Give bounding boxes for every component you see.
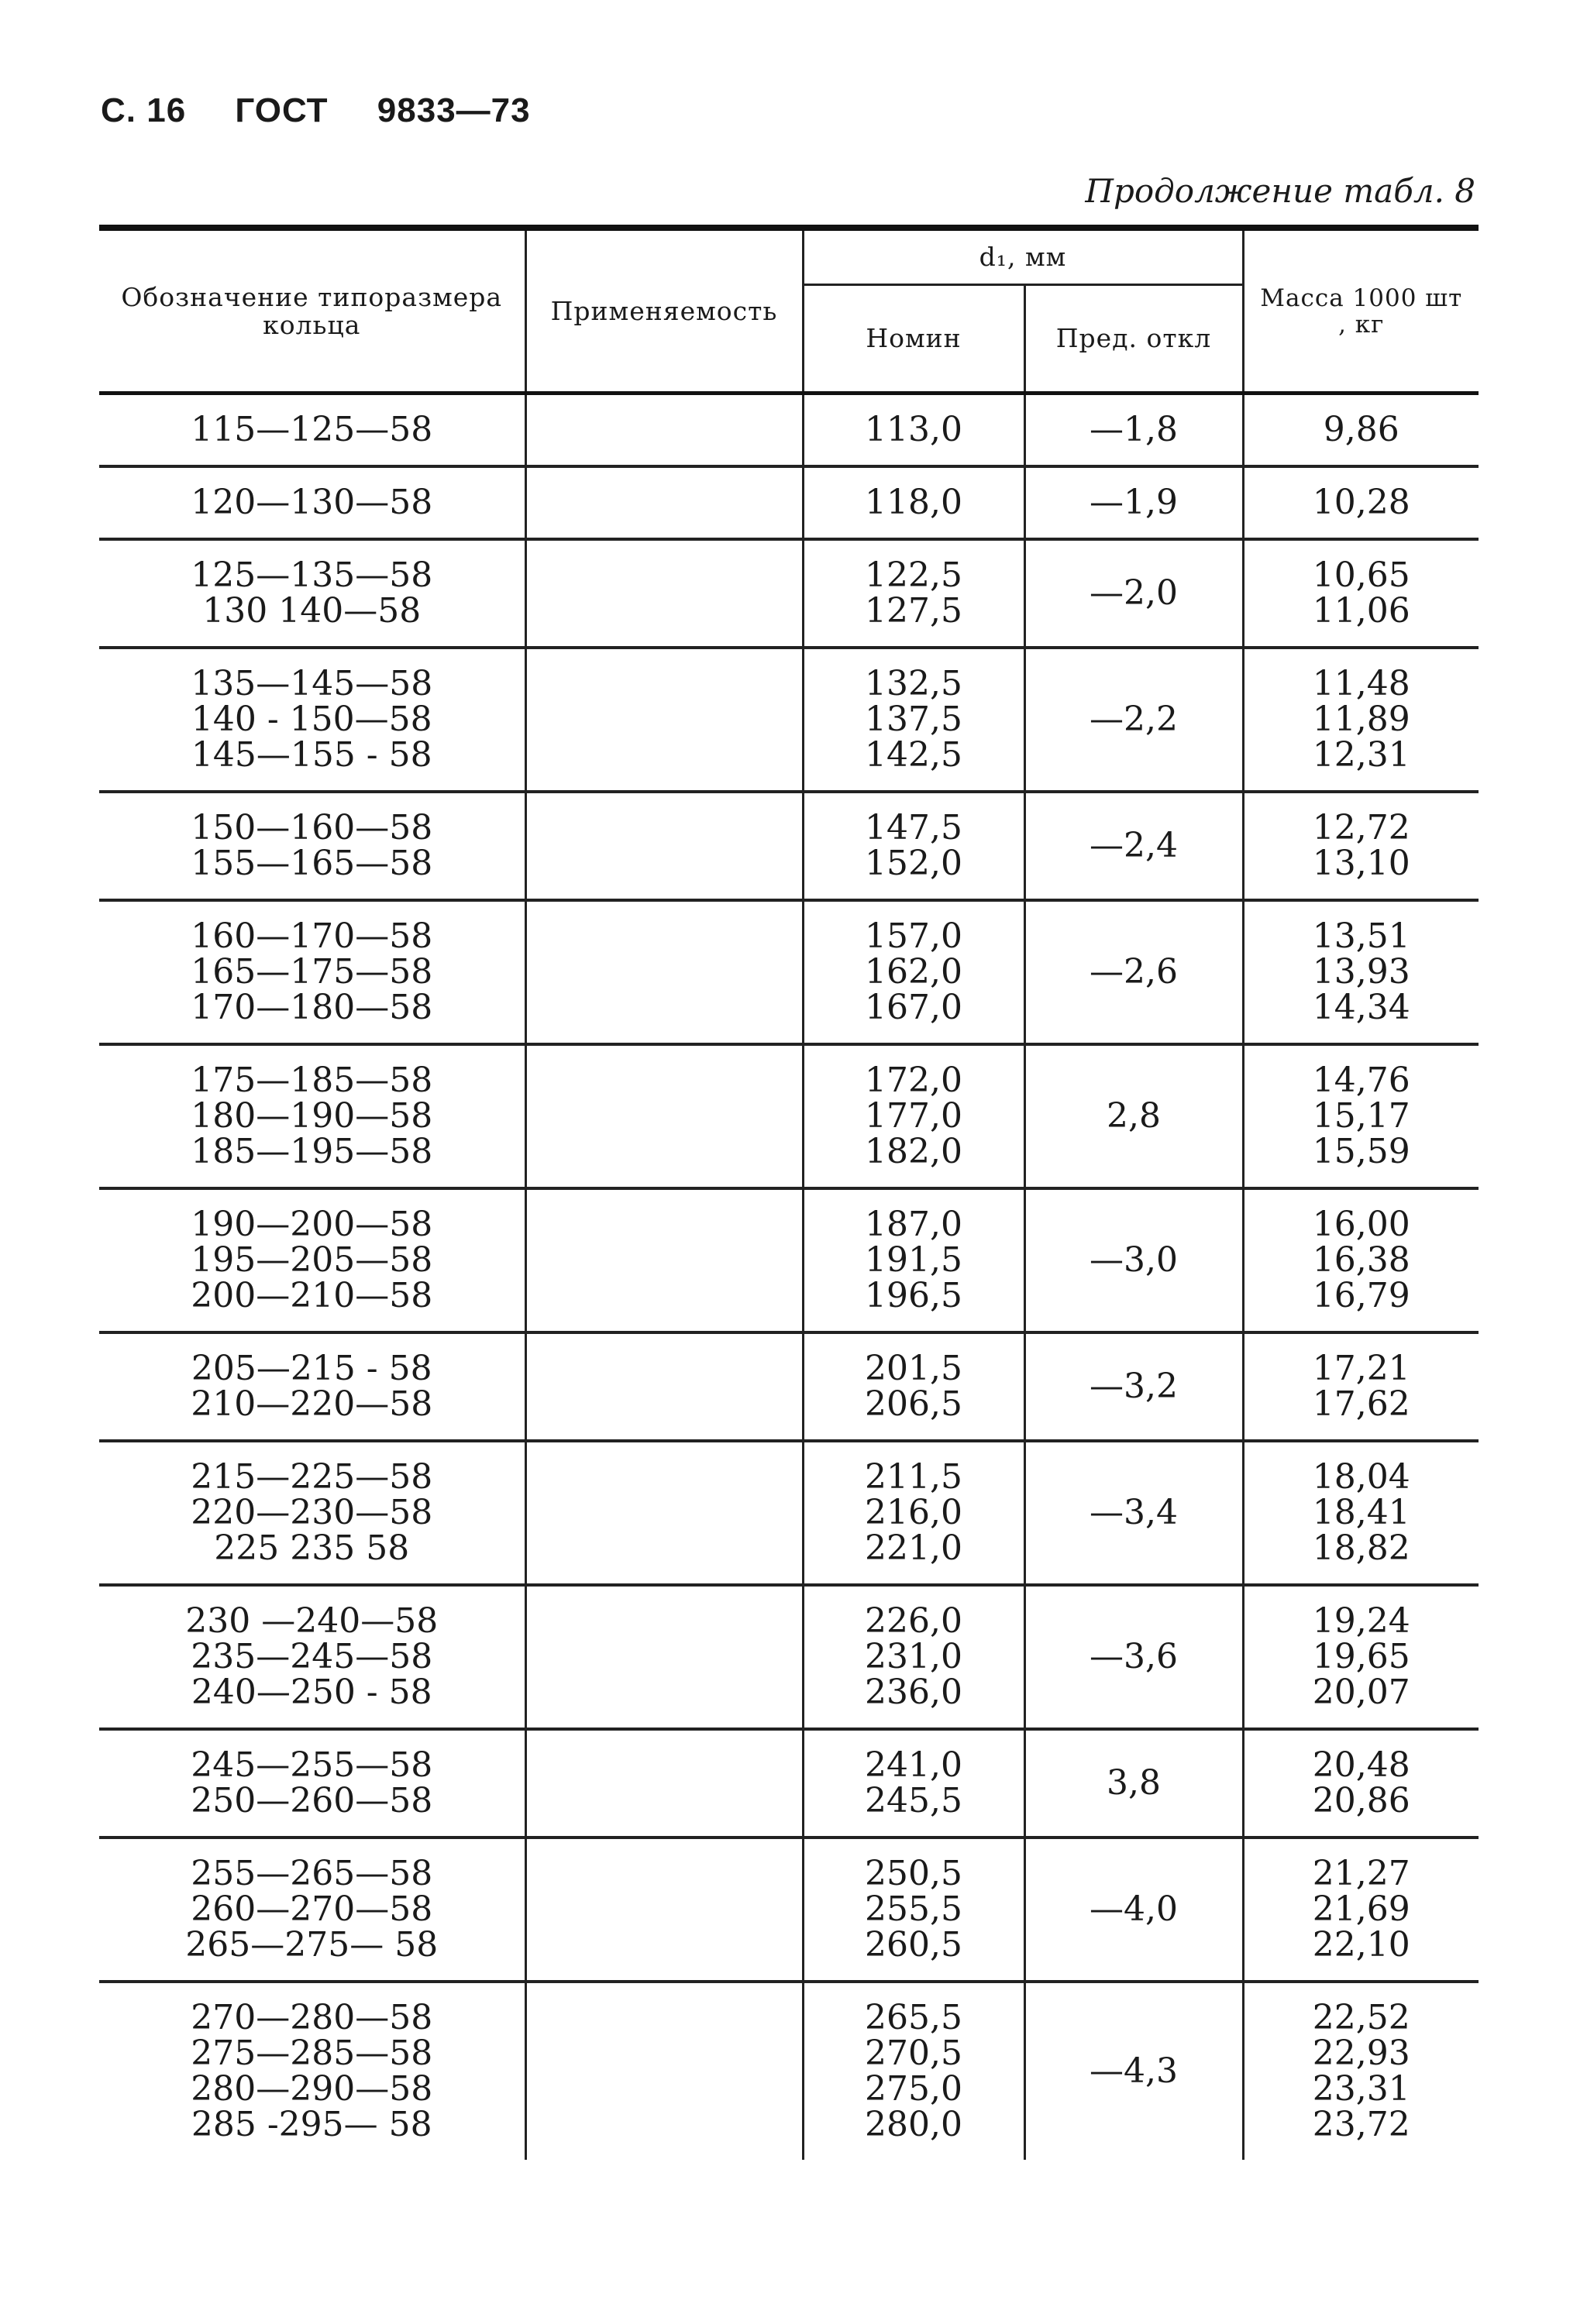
nominal-cell: 122,5 127,5 <box>803 539 1024 648</box>
deviation-cell: 2,8 <box>1024 1044 1243 1188</box>
nominal-cell: 157,0 162,0 167,0 <box>803 900 1024 1044</box>
designation-cell: 135—145—58 140 - 150—58 145—155 - 58 <box>99 648 525 792</box>
deviation-cell: —3,2 <box>1024 1332 1243 1441</box>
nominal-cell: 187,0 191,5 196,5 <box>803 1188 1024 1332</box>
standard-number: 9833—73 <box>377 91 531 129</box>
designation-cell: 125—135—58 130 140—58 <box>99 539 525 648</box>
designation-cell: 150—160—58 155—165—58 <box>99 792 525 900</box>
table-row <box>99 1838 1479 1982</box>
designation-cell: 270—280—58 275—285—58 280—290—58 285 -295— 58 <box>191 1998 433 2144</box>
table-row <box>99 1585 1479 1729</box>
applicability-cell <box>525 539 803 648</box>
standard-label: ГОСТ <box>235 91 329 129</box>
applicability-cell <box>525 1982 803 2160</box>
deviation-cell: —1,8 <box>1024 394 1243 467</box>
mass-cell: 21,27 21,69 22,10 <box>1243 1838 1479 1982</box>
deviation-cell: —1,9 <box>1024 466 1243 539</box>
table-body <box>99 394 1479 2161</box>
nominal-cell: 147,5 152,0 <box>803 792 1024 900</box>
designation-cell: 230 —240—58 235—245—58 240—250 - 58 <box>99 1585 525 1729</box>
applicability-cell <box>525 1441 803 1585</box>
deviation-cell: —4,3 <box>1024 1982 1243 2160</box>
table-continuation-caption: Продолжение табл. 8 <box>1085 172 1475 210</box>
table-row <box>99 648 1479 792</box>
running-head <box>101 91 570 146</box>
page-number: С. 16 <box>101 91 187 129</box>
designation-cell: 205—215 - 58 210—220—58 <box>99 1332 525 1441</box>
table-row <box>99 1982 1479 2160</box>
mass-cell: 9,86 <box>1243 394 1479 467</box>
mass-cell: 12,72 13,10 <box>1243 792 1479 900</box>
designation-cell: 190—200—58 195—205—58 200—210—58 <box>99 1188 525 1332</box>
nominal-cell: 211,5 216,0 221,0 <box>803 1441 1024 1585</box>
applicability-cell <box>525 1044 803 1188</box>
nominal-cell: 265,5 270,5 275,0 280,0 <box>803 1982 1024 2160</box>
deviation-cell: —2,0 <box>1024 539 1243 648</box>
nominal-cell: 172,0 177,0 182,0 <box>803 1044 1024 1188</box>
header-designation: Обозначение типоразмера кольца <box>99 228 525 394</box>
mass-cell: 22,52 22,93 23,31 23,72 <box>1243 1982 1479 2160</box>
mass-cell: 17,21 17,62 <box>1243 1332 1479 1441</box>
applicability-cell <box>525 1332 803 1441</box>
mass-cell: 11,48 11,89 12,31 <box>1243 648 1479 792</box>
designation-cell: 215—225—58 220—230—58 225 235 58 <box>99 1441 525 1585</box>
mass-cell: 18,04 18,41 18,82 <box>1243 1441 1479 1585</box>
designation-cell: 245—255—58 250—260—58 <box>99 1729 525 1838</box>
header-applicability: Применяемость <box>525 228 803 394</box>
table-row <box>99 466 1479 539</box>
applicability-cell <box>525 648 803 792</box>
table-row <box>99 1044 1479 1188</box>
mass-cell: 13,51 13,93 14,34 <box>1243 900 1479 1044</box>
mass-cell: 10,65 11,06 <box>1243 539 1479 648</box>
deviation-cell: —2,6 <box>1024 900 1243 1044</box>
nominal-cell: 113,0 <box>803 394 1024 467</box>
deviation-cell: —4,0 <box>1024 1838 1243 1982</box>
table-row <box>99 900 1479 1044</box>
deviation-cell: —2,4 <box>1024 792 1243 900</box>
deviation-cell: —3,0 <box>1024 1188 1243 1332</box>
designation-cell: 175—185—58 180—190—58 185—195—58 <box>99 1044 525 1188</box>
mass-cell: 19,24 19,65 20,07 <box>1243 1585 1479 1729</box>
header-d1-group: d₁, мм <box>803 228 1243 285</box>
applicability-cell <box>525 1838 803 1982</box>
nominal-cell: 250,5 255,5 260,5 <box>803 1838 1024 1982</box>
ring-size-table <box>99 225 1479 2160</box>
nominal-cell: 118,0 <box>803 466 1024 539</box>
nominal-cell: 201,5 206,5 <box>803 1332 1024 1441</box>
designation-cell: 115—125—58 <box>99 394 525 467</box>
nominal-cell: 241,0 245,5 <box>803 1729 1024 1838</box>
applicability-cell <box>525 900 803 1044</box>
table-row <box>99 394 1479 467</box>
applicability-cell <box>525 792 803 900</box>
applicability-cell <box>525 1585 803 1729</box>
table-row <box>99 1188 1479 1332</box>
table-row <box>99 1441 1479 1585</box>
designation-cell: 160—170—58 165—175—58 170—180—58 <box>99 900 525 1044</box>
header-mass: Масса 1000 шт , кг <box>1243 228 1479 394</box>
deviation-cell: 3,8 <box>1024 1729 1243 1838</box>
deviation-cell: —3,4 <box>1024 1441 1243 1585</box>
deviation-cell: —2,2 <box>1024 648 1243 792</box>
mass-cell: 20,48 20,86 <box>1243 1729 1479 1838</box>
applicability-cell <box>525 466 803 539</box>
designation-cell: 255—265—58 260—270—58 265—275— 58 <box>99 1838 525 1982</box>
nominal-cell: 132,5 137,5 142,5 <box>803 648 1024 792</box>
mass-cell: 14,76 15,17 15,59 <box>1243 1044 1479 1188</box>
header-nominal: Номин <box>803 285 1024 394</box>
applicability-cell <box>525 394 803 467</box>
deviation-cell: —3,6 <box>1024 1585 1243 1729</box>
table-row <box>99 539 1479 648</box>
nominal-cell: 226,0 231,0 236,0 <box>803 1585 1024 1729</box>
mass-cell: 16,00 16,38 16,79 <box>1243 1188 1479 1332</box>
applicability-cell <box>525 1188 803 1332</box>
table-row <box>99 792 1479 900</box>
header-deviation: Пред. откл <box>1024 285 1243 394</box>
table-row <box>99 1729 1479 1838</box>
applicability-cell <box>525 1729 803 1838</box>
table-row <box>99 1332 1479 1441</box>
mass-cell: 10,28 <box>1243 466 1479 539</box>
designation-cell: 120—130—58 <box>99 466 525 539</box>
